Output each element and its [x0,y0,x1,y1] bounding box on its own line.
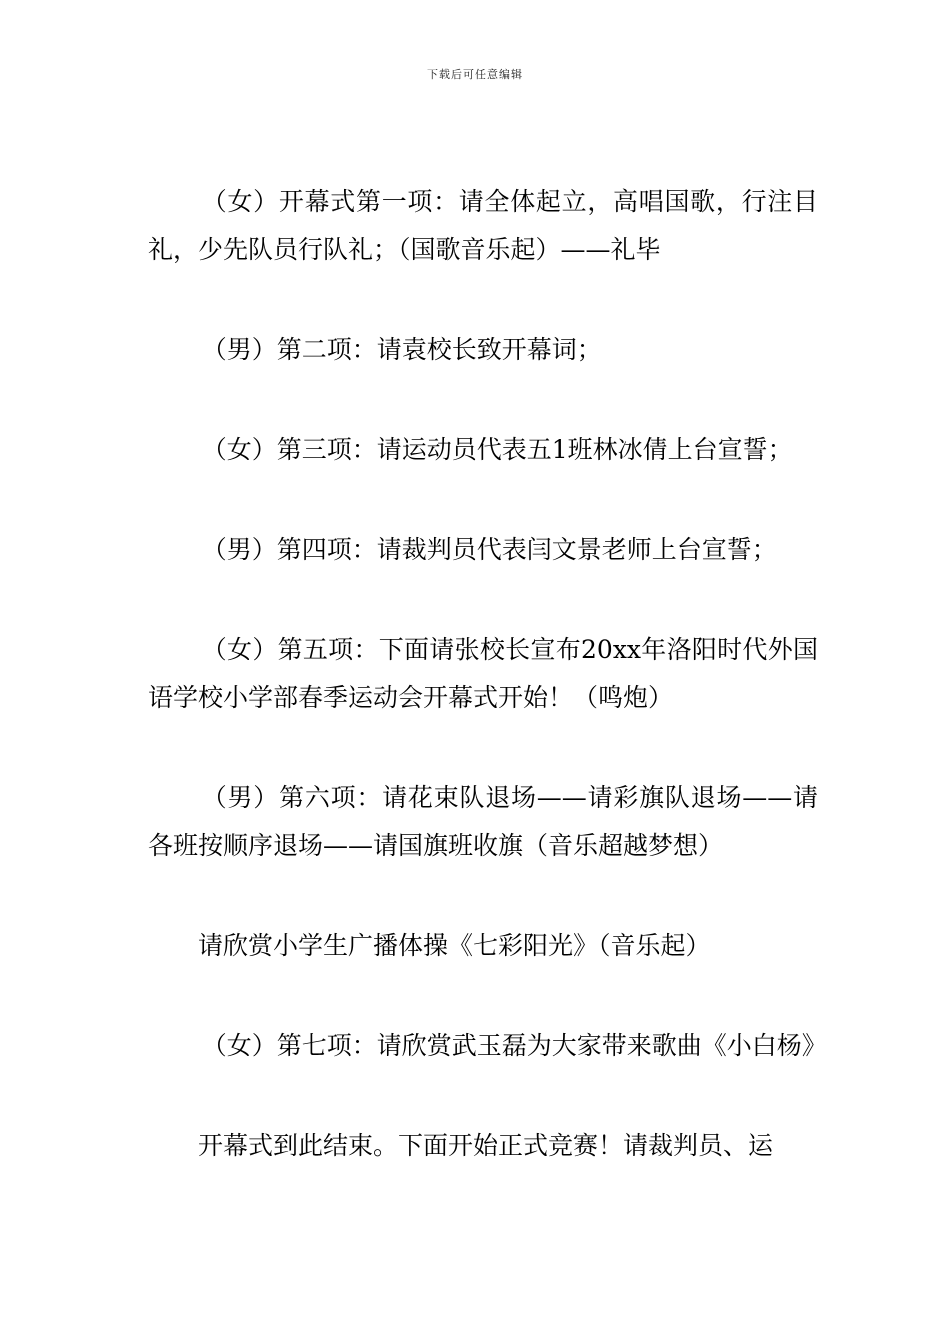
paragraph-closing: 开幕式到此结束。下面开始正式竞赛！请裁判员、运 [198,1131,774,1160]
paragraph-item-5: （女）第五项：下面请张校长宣布20xx年洛阳时代外国语学校小学部春季运动会开幕式开始！（鸣炮） [148,635,818,712]
document-body [148,178,827,1170]
paragraph-exercise: 请欣赏小学生广播体操《七彩阳光》（音乐起） [198,931,711,960]
paragraph-item-6: （男）第六项：请花束队退场——请彩旗队退场——请各班按顺序退场——请国旗班收旗（音乐超越梦想） [148,783,818,860]
paragraph-item-7: （女）第七项：请欣赏武玉磊为大家带来歌曲《小白杨》 [201,1031,827,1060]
paragraph-item-3: （女）第三项：请运动员代表五1班林冰倩上台宣誓； [201,435,793,464]
paragraph-item-2: （男）第二项：请袁校长致开幕词； [201,335,602,364]
paragraph-opening-item-1: （女）开幕式第一项：请全体起立，高唱国歌，行注目礼，少先队员行队礼；（国歌音乐起）——礼毕 [148,187,818,264]
paragraph-item-4: （男）第四项：请裁判员代表闫文景老师上台宣誓； [201,535,777,564]
page-header-note: 下载后可任意编辑 [427,68,523,81]
